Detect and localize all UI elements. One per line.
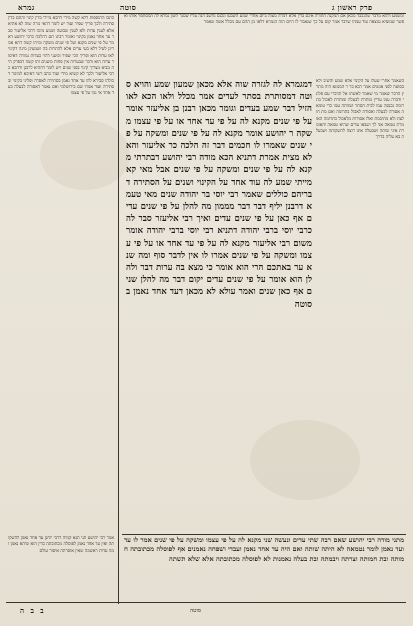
header-center: סוטה — [120, 3, 137, 12]
top-commentary-block: ומשמע דהוא מדבר שהנכבד מכאן אם המקנה התורה אינם בדין אלא דמרה מצוה ביום אחרי שמע השבעו ונכנס נחשב הנה עליו שסגר לשון גמרא לה המסתפר אותו ואפשר שמוציא נמצאה עוד עמהו שדבר אמר קום על כך שנאמר לו היום הזה הגמרא דלאו מן ההם עם מכלל אשה שאמר — [124, 14, 404, 26]
footer-signature: ב ב ה — [20, 606, 46, 615]
header-left: גמרא — [18, 3, 35, 12]
lower-main-text: מתני מודה רבי יהושע שאם רבה שתי עדים ונעשה שני מקנא לה על פי עצמו ומשקה על פי שנים אמר לו עד ועד נאמן לומר נטמאה לא היתה שותה ואם היה עד אחד נאמן ועבדי ושפחה נאמנים אף לפוסלה מכתובתה חמותה ובת חמותה וצרתה ויבמתה ובת בעלה נאמנות לא לפוסלה מכתובתה אלא שלא תשתה — [124, 536, 404, 563]
bottom-left-commentary: אמר רבי יהושע תני תנא קמיה דרבי יוחנן עד אחד נאמן להשקותה ואין עד אחד נאמן לפוסלה מכתובתה בדין הוא שיהא נאמן ומה עדות ראשונה שאין אוסרתה איסור עולם — [8, 536, 114, 554]
main-gemara-text: דמגמרא לה לגזרה שוה אלא מכאן שמעון שמע והויא סוטה דמסותרת בסתר לעדים אמר מכלל ולאו הכא לאו הזיל דבר שמע בעדים וגומר מכאן רבנן בן אליעזר אומר על פי שנים מקנא לה על פי עד אחד או על פי עצמו משקה ר יהושע אומר מקנא לה על פי שנים ומשקה על פי שנים שאמרו לו חכמים דבר זה הלכה כר אליעזר והא לא מצית אמרת דתניא הכא מודה רבי יהושע דבתרתי מקנא לה על פי שנים ומשקה על פי שנים אבל מאי קא מייתי שמע לה עוד אחד על הקינוי ושנים על הסתירה דבריהם כוללים שאמר רבי יוסי בר יהודה שנים מאי טעמא דרבנן יליף דבר דבר מממון מה להלן על פי שנים עדים אף כאן על פי שנים עדים ואיך רבי אליעזר סבר לה כרבי יוסי ברבי יהודה דתניא רבי יוסי ברבי יהודה אומר משום רבי אליעזר מקנא לה על פי עד אחד או על פי עצמו ומשקה על פי שנים אמרו לו אין לדבר סוף ומה שנא ער באתכם הרי הוא אומר כי מצא בה ערות דבר ולהלן הוא אומר על פי שנים עדים יקום דבר מה להלן שנים אף כאן שנים ואמר עולא לא מכאן דעד אחד נאמן בסוטה — [126, 80, 312, 310]
right-commentary-column: כשאמר אחרי שעלו על הקינוי אלא שמע והשיב ולא בסוטה לפני אנשים אמר רבא בר ר המנונא היה מתרץ הדבר שאמר מי שאמר לאשתו אל תדברי עם פלוני ודברה עמו עדיין מותרת לבעלה ומותרת לאכול בתרומה נכנסה עמו לבית הסתר ושהתה עמו כדי טומאה אסורה לבעלה ואסורה לאכול בתרומה ואם מת חולצת ולא מתיבמת ואלו אסורות מלאכול בתרומה האומרת טמאה אני לך ושבאו עדים שהיא טמאה והאומרת איני שותה ושבעלה אינו רוצה להשקותה ושבעלה בא עליה בדרך — [316, 79, 404, 141]
left-commentary-column: כתבו התוספות דלא קשה מידי דהכא מיירי בדין קינוי והתם בדין סתירה ולכך פריך שפיר ועוד יש לומר דהאי גזרה שוה לא אתיא אלא לענין עדות ולא לענין שבועה ושמע מינה דרבי אליעזר סבר עד אחד נאמן בקינוי ואומר רבינו תם דהלכה כרבי יהושע דאמר על פי שנים מקנא ועל פי שנים משקה ומיהו קשה דהא אמרינן לעיל דלא בעי עדים אלא להתרות בה ושמעינן מינה דקינוי לאו עדות הוא ופריך הכי שפיר ומשני דהוי כעדות גמורה דאיסור ערוה הוא ודבר שבערוה אין פחות משנים ותו קשה דבפרק היה מביא מצריך קינוי בפני שנים ויש לומר דההיא לרבנן ודהכא כרבי אליעזר ולכך לא קשיא מידי ועוד כתב רשי דאיכא למימר דכולהו סבירא להו עד אחד נאמן בסתירה לאסרה ופליגי בקינוי ובסתירה ועוד אמרו שם בירושלמי ואם נאמר דאסורה לבעלה בעד אחד אי נמי על פי עצמו — [8, 16, 114, 96]
header-right: פרק ראשון ג — [332, 3, 373, 12]
footer-mark: סוטה — [190, 608, 202, 614]
